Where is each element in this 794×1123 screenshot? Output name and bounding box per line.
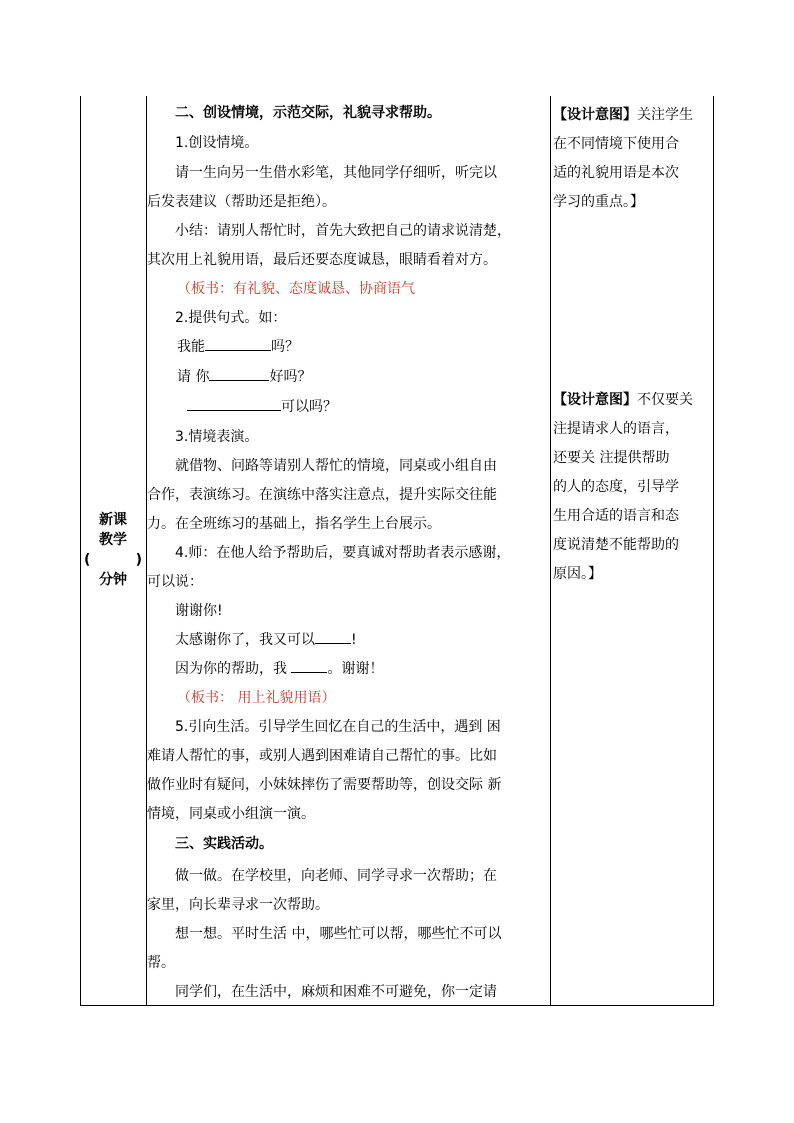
thanks-line-2 <box>175 629 631 651</box>
phase-label-cell <box>80 510 146 590</box>
table-border-right <box>713 96 714 1006</box>
thanks-line-1: 谢谢你! <box>175 603 223 619</box>
practice-think-a: 想一想。平时生活 中，哪些忙可以帮，哪些忙不可以 <box>175 926 502 942</box>
step4-text-a: 4.师：在他人给予帮助后，要真诚对帮助者表示感谢， <box>175 545 511 561</box>
step3-title: 3.情境表演。 <box>175 429 259 445</box>
board-note-1: （板书：有礼貌、态度诚恳、协商语气 <box>177 281 415 297</box>
phase-label-line1: 新课 <box>99 512 127 528</box>
phase-label-line2: 教学 <box>99 532 127 548</box>
paren-close: ) <box>135 552 142 568</box>
practice-do-a: 做一做。在学校里，向老师、同学寻求一次帮助；在 <box>175 868 497 884</box>
step1-text-a: 请一生向另一生借水彩笔，其他同学仔细听，听完以 <box>175 165 497 181</box>
step5-text-b: 难请人帮忙的事，或别人遇到困难请自己帮忙的事。比如 <box>147 748 497 764</box>
phase-label-line3: 分钟 <box>99 572 127 588</box>
step5-text-a: 5.引向生活。引导学生回忆在自己的生活中，遇到 困 <box>175 719 501 735</box>
closing-text: 同学们，在生活中，麻烦和困难不可避免，你一定请 <box>175 984 497 1000</box>
sentence-pattern-1 <box>177 336 661 358</box>
step1-title: 1.创设情境。 <box>175 135 259 151</box>
pattern1-prefix: 我能 <box>177 339 205 355</box>
note2-line-5: 生用合适的语言和态 <box>553 508 679 524</box>
note1-line-2: 在不同情境下使用合 <box>553 136 679 152</box>
practice-think-b: 帮。 <box>147 955 175 971</box>
note1-tag: 【设计意图】 <box>553 107 637 123</box>
thanks-line-3 <box>175 658 631 680</box>
step2-title: 2.提供句式。如： <box>175 310 287 326</box>
thanks2-prefix: 太感谢你了，我又可以 <box>175 632 315 648</box>
note1-line-1 <box>553 104 711 126</box>
section2-title: 二、创设情境，示范交际，礼貌寻求帮助。 <box>175 105 441 121</box>
step1-text-b: 后发表建议（帮助还是拒绝）。 <box>147 194 336 210</box>
note2-line-1 <box>553 389 711 411</box>
summary-text-a: 小结：请别人帮忙时，首先大致把自己的请求说清楚， <box>175 223 511 239</box>
step3-text-a: 就借物、问路等请别人帮忙的情境，同桌或小组自由 <box>175 458 497 474</box>
thanks3-suffix: 。谢谢！ <box>327 661 384 677</box>
step5-text-d: 情境，同桌或小组演一演。 <box>147 806 315 822</box>
note2-text: 不仅要关 <box>637 392 693 408</box>
board-note-2: （板书： 用上礼貌用语） <box>177 690 336 706</box>
table-border-bottom <box>80 1005 714 1006</box>
blank-line <box>209 366 269 381</box>
blank-line <box>315 629 351 644</box>
note2-line-2: 注提请求人的语言， <box>553 421 679 437</box>
note1-line-4: 学习的重点。】 <box>553 194 644 210</box>
note2-line-6: 度说清楚不能帮助的 <box>553 537 679 553</box>
pattern2-prefix: 请 你 <box>177 369 210 385</box>
step4-text-b: 可以说： <box>147 574 203 590</box>
note2-tag: 【设计意图】 <box>553 392 637 408</box>
sentence-pattern-2 <box>177 366 661 388</box>
paren-open: ( <box>84 552 91 568</box>
note1-text: 关注学生 <box>637 107 693 123</box>
blank-line <box>291 658 327 673</box>
pattern1-suffix: 吗？ <box>271 339 299 355</box>
summary-text-b: 其次用上礼貌用语，最后还要态度诚恳，眼睛看着对方。 <box>147 252 497 268</box>
column-divider-1 <box>146 96 147 1006</box>
note1-line-3: 适的礼貌用语是本次 <box>553 165 679 181</box>
blank-line <box>205 336 271 351</box>
step3-text-c: 力。在全班练习的基础上，指名学生上台展示。 <box>147 516 441 532</box>
lesson-table <box>80 96 714 1006</box>
thanks2-suffix: ! <box>351 632 357 648</box>
practice-do-b: 家里，向长辈寻求一次帮助。 <box>147 897 329 913</box>
pattern3-suffix: 可以吗？ <box>281 399 337 415</box>
step5-text-c: 做作业时有疑问，小妹妹摔伤了需要帮助等，创设交际 新 <box>147 777 502 793</box>
step3-text-b: 合作，表演练习。在演练中落实注意点，提升实际交往能 <box>147 487 497 503</box>
thanks3-prefix: 因为你的帮助，我 <box>175 661 292 677</box>
phase-duration-parens <box>80 550 146 570</box>
note2-line-7: 原因。】 <box>553 566 602 582</box>
pattern2-suffix: 好吗？ <box>269 369 312 385</box>
blank-line <box>187 396 281 411</box>
section3-title: 三、实践活动。 <box>175 836 273 852</box>
note2-line-4: 的人的态度，引导学 <box>553 479 679 495</box>
note2-line-3: 还要关 注提供帮助 <box>553 450 670 466</box>
